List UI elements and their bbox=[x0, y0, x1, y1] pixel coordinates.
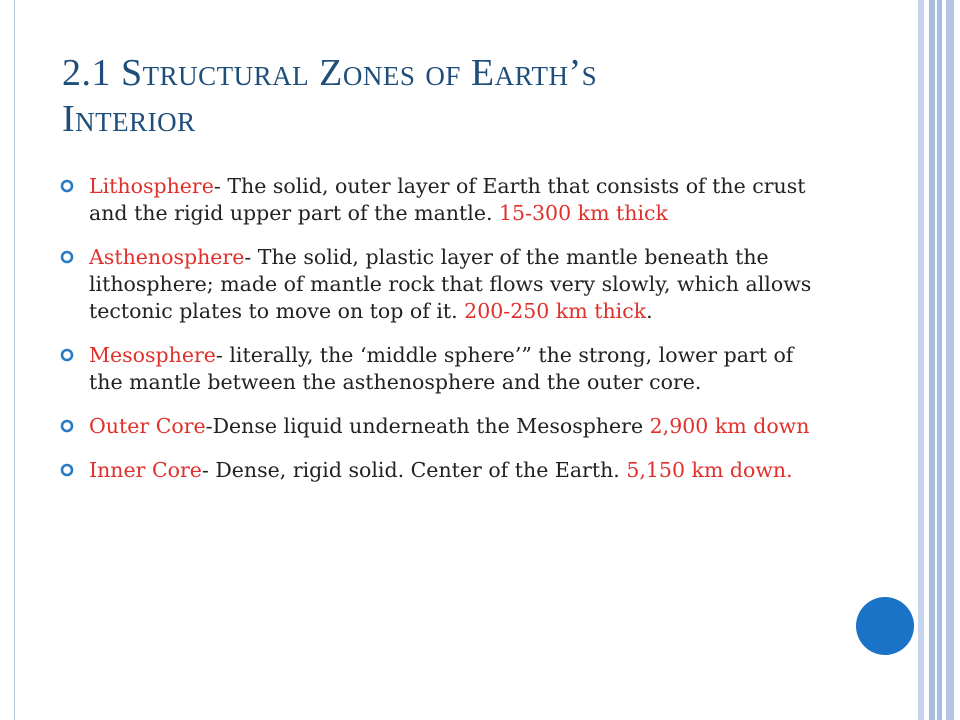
bullet-text: - The solid, outer layer of Earth that consists of the crust and the rigid upper part of the mantle. bbox=[89, 174, 806, 225]
bullet-term: Inner Core bbox=[89, 458, 202, 482]
bullet-item-asthenosphere bbox=[58, 244, 818, 325]
circle-ring-icon bbox=[60, 179, 74, 193]
bullet-term: Lithosphere bbox=[89, 174, 214, 198]
bullet-text: -Dense liquid underneath the Mesosphere bbox=[205, 414, 650, 438]
bullet-item-inner-core bbox=[58, 457, 818, 484]
bullet-text: - The solid, plastic layer of the mantle beneath the lithosphere; made of mantle rock that flows very slowly, which allows tectonic plates to move on top of it. bbox=[89, 245, 812, 323]
band-stripe bbox=[954, 0, 960, 720]
bullet-item-lithosphere bbox=[58, 173, 818, 227]
bullet-term: Asthenosphere bbox=[89, 245, 245, 269]
left-border-line bbox=[14, 0, 15, 720]
bullet-measure: 5,150 km down. bbox=[626, 458, 793, 482]
bullet-list bbox=[58, 173, 818, 501]
circle-ring-icon bbox=[60, 463, 74, 477]
slide-title bbox=[62, 50, 892, 142]
bullet-item-mesosphere bbox=[58, 342, 818, 396]
bullet-tail: . bbox=[646, 299, 653, 323]
bullet-term: Mesosphere bbox=[89, 343, 216, 367]
bullet-measure: 15-300 km thick bbox=[498, 201, 668, 225]
circle-ring-icon bbox=[60, 348, 74, 362]
decorative-circle bbox=[856, 597, 914, 655]
bullet-item-outer-core bbox=[58, 413, 818, 440]
band-stripe bbox=[946, 0, 954, 720]
bullet-text: - Dense, rigid solid. Center of the Earth. bbox=[201, 458, 627, 482]
bullet-text: - literally, the ‘middle sphere’” the strong, lower part of the mantle between the asthenosphere and the outer core. bbox=[89, 343, 794, 394]
title-line-1: 2.1 Structural Zones of Earth’s bbox=[62, 52, 598, 94]
circle-ring-icon bbox=[60, 419, 74, 433]
title-line-2: Interior bbox=[62, 98, 196, 140]
circle-ring-icon bbox=[60, 250, 74, 264]
bullet-term: Outer Core bbox=[89, 414, 206, 438]
bullet-measure: 200-250 km thick bbox=[464, 299, 647, 323]
bullet-measure: 2,900 km down bbox=[649, 414, 810, 438]
